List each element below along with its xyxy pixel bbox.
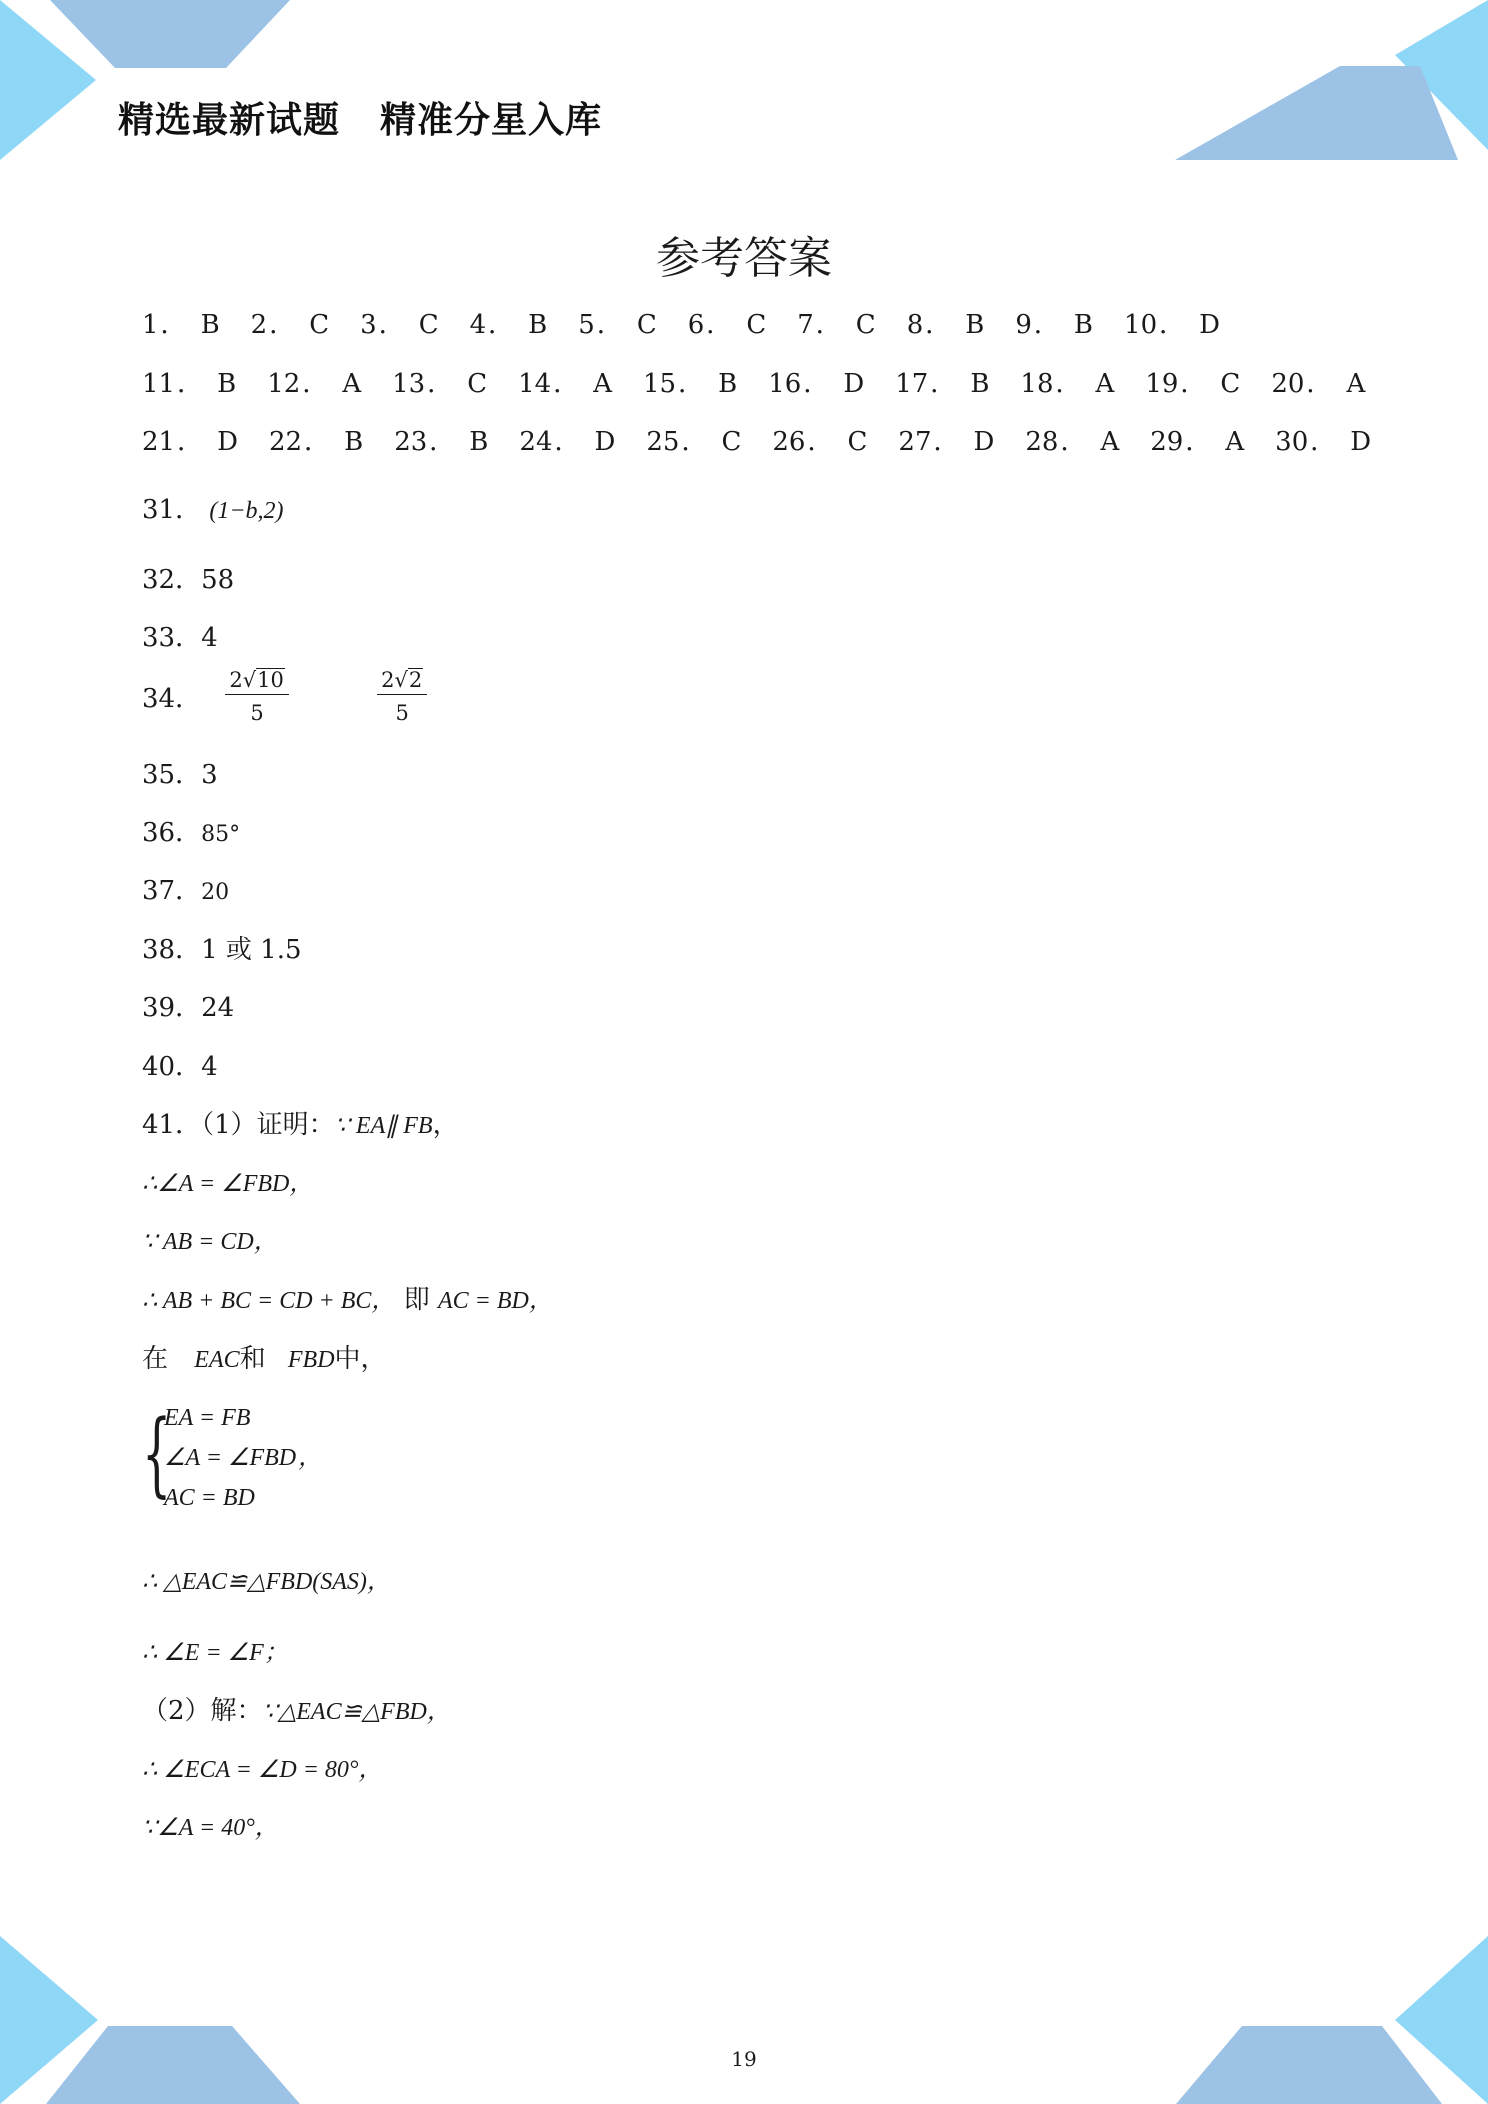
fraction-coefficient: 2 (229, 668, 243, 693)
answer-letter: A (593, 369, 613, 399)
sqrt-radicand: 10 (257, 668, 284, 692)
mcq-answer-item (518, 363, 612, 400)
answer-letter: C (636, 310, 657, 340)
page-number: 19 (731, 2047, 757, 2071)
question-number: 30 (1275, 427, 1309, 457)
answer-value: 3 (201, 760, 218, 790)
top-left-trapezoid (50, 0, 290, 68)
question-number: 26 (772, 427, 806, 457)
answer-letter: C (418, 310, 439, 340)
proof-line-5: ∴ △EAC≌△FBD(SAS)， (142, 1569, 391, 1595)
q41-comma: ， (432, 1110, 459, 1140)
header-banner (118, 92, 602, 143)
mcq-answer-item (895, 363, 989, 400)
answer-label: 35． (142, 760, 202, 790)
answer-letter: C (847, 427, 868, 457)
question-number: 12 (267, 369, 301, 399)
mcq-answer-item (1015, 304, 1093, 341)
answer-label: 31． (142, 495, 202, 525)
question-number: 15 (643, 369, 677, 399)
system-equation (164, 1438, 322, 1478)
mcq-answer-item (269, 421, 363, 458)
answer-letter: D (217, 427, 238, 457)
mcq-answer-item (519, 421, 615, 458)
answer-letter: C (467, 369, 488, 399)
answer-letter: B (344, 427, 364, 457)
number-separator: ． (488, 310, 515, 340)
answer-letter: B (200, 310, 220, 340)
answer-value: 58 (201, 565, 235, 595)
mcq-answer-item (1124, 304, 1220, 341)
proof-line-1: ∴∠A = ∠FBD， (142, 1171, 314, 1197)
mcq-answer-item (768, 363, 864, 400)
question-number: 16 (768, 369, 802, 399)
answer-39 (142, 987, 234, 1024)
mcq-answer-item (643, 363, 737, 400)
number-separator: ． (706, 310, 733, 340)
number-separator: ． (681, 427, 708, 457)
fraction-denominator: 5 (395, 701, 409, 726)
answer-letter: A (1095, 369, 1115, 399)
q41-heading (142, 1104, 459, 1141)
mcq-row-2 (142, 363, 1396, 400)
number-separator: ． (803, 369, 830, 399)
mcq-answer-item (251, 304, 329, 341)
mcq-answer-item (394, 421, 488, 458)
mcq-answer-item (1025, 421, 1119, 458)
mcq-answer-item (772, 421, 867, 458)
answer-letter: D (594, 427, 616, 457)
number-separator: ． (553, 369, 580, 399)
question-number: 5 (578, 310, 595, 340)
answer-label: 40． (142, 1052, 202, 1082)
question-number: 29 (1150, 427, 1184, 457)
mcq-answer-item (360, 304, 438, 341)
system-equation: EA = FB (164, 1405, 251, 1431)
answer-35 (142, 754, 218, 791)
mcq-answer-item (578, 304, 656, 341)
answer-letter: A (1225, 427, 1245, 457)
fraction-1 (225, 668, 289, 725)
proof-line-9: ∵∠A = 40°， (142, 1815, 279, 1841)
proof-math: ∵△EAC≌△FBD， (262, 1699, 451, 1725)
q41-label: 41．（1）证明： (142, 1110, 335, 1140)
proof-math: ∴ AB + BC = CD + BC， (142, 1288, 396, 1314)
proof-line-3 (142, 1279, 553, 1316)
fraction-denominator: 5 (250, 701, 264, 726)
number-separator: ． (429, 427, 456, 457)
proof-line-2: ∵ AB = CD， (142, 1229, 278, 1255)
answer-value: 4 (201, 1052, 218, 1082)
proof-text: 在 (142, 1344, 169, 1374)
proof-text: 和 (239, 1344, 266, 1374)
mcq-answer-item (907, 304, 985, 341)
mcq-answer-item (470, 304, 548, 341)
answer-value: 4 (201, 623, 218, 653)
answer-value: 85° (201, 822, 241, 847)
answer-label: 33． (142, 623, 202, 653)
answer-letter: C (746, 310, 767, 340)
answer-31 (142, 489, 284, 526)
mcq-answer-item (1150, 421, 1244, 458)
part-2-label: （2）解： (142, 1696, 263, 1726)
question-number: 3 (360, 310, 377, 340)
answer-letter: B (528, 310, 548, 340)
fraction-2 (377, 668, 427, 725)
number-separator: ． (1033, 310, 1060, 340)
answer-letter: C (309, 310, 330, 340)
answer-label: 37． (142, 876, 202, 906)
answer-value: 24 (201, 993, 235, 1023)
triangle-name: FBD (287, 1347, 335, 1373)
number-separator: ． (378, 310, 405, 340)
question-number: 17 (895, 369, 929, 399)
mcq-answer-item (142, 304, 220, 341)
number-separator: ． (302, 369, 329, 399)
number-separator: ． (1310, 427, 1337, 457)
question-number: 8 (906, 310, 924, 340)
sqrt-sign: √ (242, 668, 257, 693)
answer-value: 20 (201, 880, 230, 905)
question-number: 21 (142, 427, 176, 457)
mcq-answer-item (1020, 363, 1114, 400)
question-number: 25 (646, 427, 680, 457)
answer-letter: B (965, 310, 985, 340)
answer-37 (142, 870, 229, 907)
answer-value: (1−b,2) (209, 498, 284, 524)
question-number: 6 (687, 310, 705, 340)
mcq-row-3 (142, 421, 1402, 458)
number-separator: ． (1185, 427, 1212, 457)
question-number: 27 (898, 427, 932, 457)
banner-right-text: 精准分星入库 (380, 100, 603, 141)
proof-text: 中， (334, 1344, 387, 1374)
question-number: 4 (469, 310, 487, 340)
number-separator: ． (930, 369, 957, 399)
answer-letter: B (1073, 310, 1094, 340)
answer-value: 1 或 1.5 (201, 935, 302, 965)
question-number: 22 (268, 427, 303, 457)
number-separator: ． (678, 369, 705, 399)
answer-label: 38． (142, 935, 202, 965)
banner-left-text: 精选最新试题 (118, 100, 341, 141)
answer-33 (142, 617, 218, 654)
fraction-coefficient: 2 (381, 668, 395, 693)
system-rows (164, 1398, 322, 1518)
question-number: 28 (1025, 427, 1059, 457)
mcq-answer-item (267, 363, 361, 400)
question-number: 13 (392, 369, 426, 399)
mcq-answer-item (142, 363, 236, 400)
answer-letter: B (217, 369, 237, 399)
number-separator: ． (304, 427, 331, 457)
answer-34 (142, 668, 427, 725)
question-number: 10 (1124, 310, 1158, 340)
answer-32 (142, 559, 234, 596)
equation-system (142, 1398, 322, 1518)
question-number: 9 (1015, 310, 1032, 340)
mcq-answer-item (1275, 421, 1371, 458)
question-number: 7 (797, 310, 814, 340)
number-separator: ． (1306, 369, 1333, 399)
question-number: 1 (142, 310, 159, 340)
question-number: 11 (142, 369, 176, 399)
answer-letter: B (970, 369, 990, 399)
number-separator: ． (1055, 369, 1082, 399)
question-number: 24 (519, 427, 553, 457)
proof-line-7 (142, 1690, 451, 1727)
answer-label: 34． (142, 684, 202, 715)
page-title: 参考答案 (656, 233, 832, 284)
left-brace: { (142, 1400, 172, 1507)
mcq-answer-item (1145, 363, 1240, 400)
proof-text: 即 (403, 1285, 430, 1315)
answer-letter: D (973, 427, 995, 457)
answer-letter: D (1199, 310, 1220, 340)
number-separator: ． (596, 310, 623, 340)
answer-label: 36． (142, 818, 202, 848)
answer-38 (142, 929, 302, 966)
number-separator: ． (177, 427, 204, 457)
number-separator: ． (554, 427, 581, 457)
q41-given: ∵ EA∥ FB (334, 1113, 433, 1139)
proof-line-8: ∴ ∠ECA = ∠D = 80°， (142, 1757, 383, 1783)
triangle-name: EAC (194, 1347, 240, 1373)
number-separator: ． (427, 369, 454, 399)
mcq-answer-item (142, 421, 238, 458)
mcq-answer-item (688, 304, 766, 341)
mcq-answer-item (797, 304, 875, 341)
question-number: 2 (250, 310, 268, 340)
question-number: 14 (518, 369, 552, 399)
system-equation: AC = BD (164, 1485, 255, 1511)
sqrt-sign: √ (394, 668, 408, 693)
answer-label: 32． (142, 565, 202, 595)
answer-letter: B (469, 427, 489, 457)
number-separator: ． (815, 310, 842, 340)
mcq-answer-item (1271, 363, 1365, 400)
top-right-trapezoid (1175, 66, 1458, 160)
answer-letter: D (843, 369, 865, 399)
question-number: 20 (1271, 369, 1305, 399)
number-separator: ． (1180, 369, 1207, 399)
sqrt-radicand: 2 (408, 668, 423, 692)
number-separator: ． (160, 310, 187, 340)
answer-letter: A (1100, 427, 1120, 457)
answer-letter: C (855, 310, 876, 340)
number-separator: ． (925, 310, 952, 340)
system-equation-text: ∠A = ∠FBD (164, 1445, 297, 1471)
mcq-row-1 (142, 304, 1251, 341)
number-separator: ． (1159, 310, 1186, 340)
mcq-answer-item (898, 421, 994, 458)
answer-36 (142, 812, 240, 849)
answer-letter: A (1346, 369, 1366, 399)
answer-letter: B (718, 369, 738, 399)
number-separator: ． (1060, 427, 1087, 457)
proof-line-4 (142, 1338, 387, 1375)
proof-line-6: ∴ ∠E = ∠F； (142, 1640, 288, 1666)
number-separator: ． (807, 427, 834, 457)
answer-letter: A (342, 369, 362, 399)
mcq-answer-item (392, 363, 487, 400)
answer-label: 39． (142, 993, 202, 1023)
mcq-answer-item (646, 421, 741, 458)
number-separator: ． (177, 369, 204, 399)
question-number: 23 (394, 427, 428, 457)
question-number: 19 (1145, 369, 1179, 399)
number-separator: ． (269, 310, 296, 340)
answer-letter: C (1220, 369, 1241, 399)
question-number: 18 (1020, 369, 1054, 399)
proof-math: AC = BD， (437, 1288, 553, 1314)
answer-letter: D (1350, 427, 1372, 457)
number-separator: ． (933, 427, 960, 457)
answer-letter: C (721, 427, 742, 457)
answer-40 (142, 1046, 218, 1083)
system-comma: ， (298, 1445, 323, 1471)
